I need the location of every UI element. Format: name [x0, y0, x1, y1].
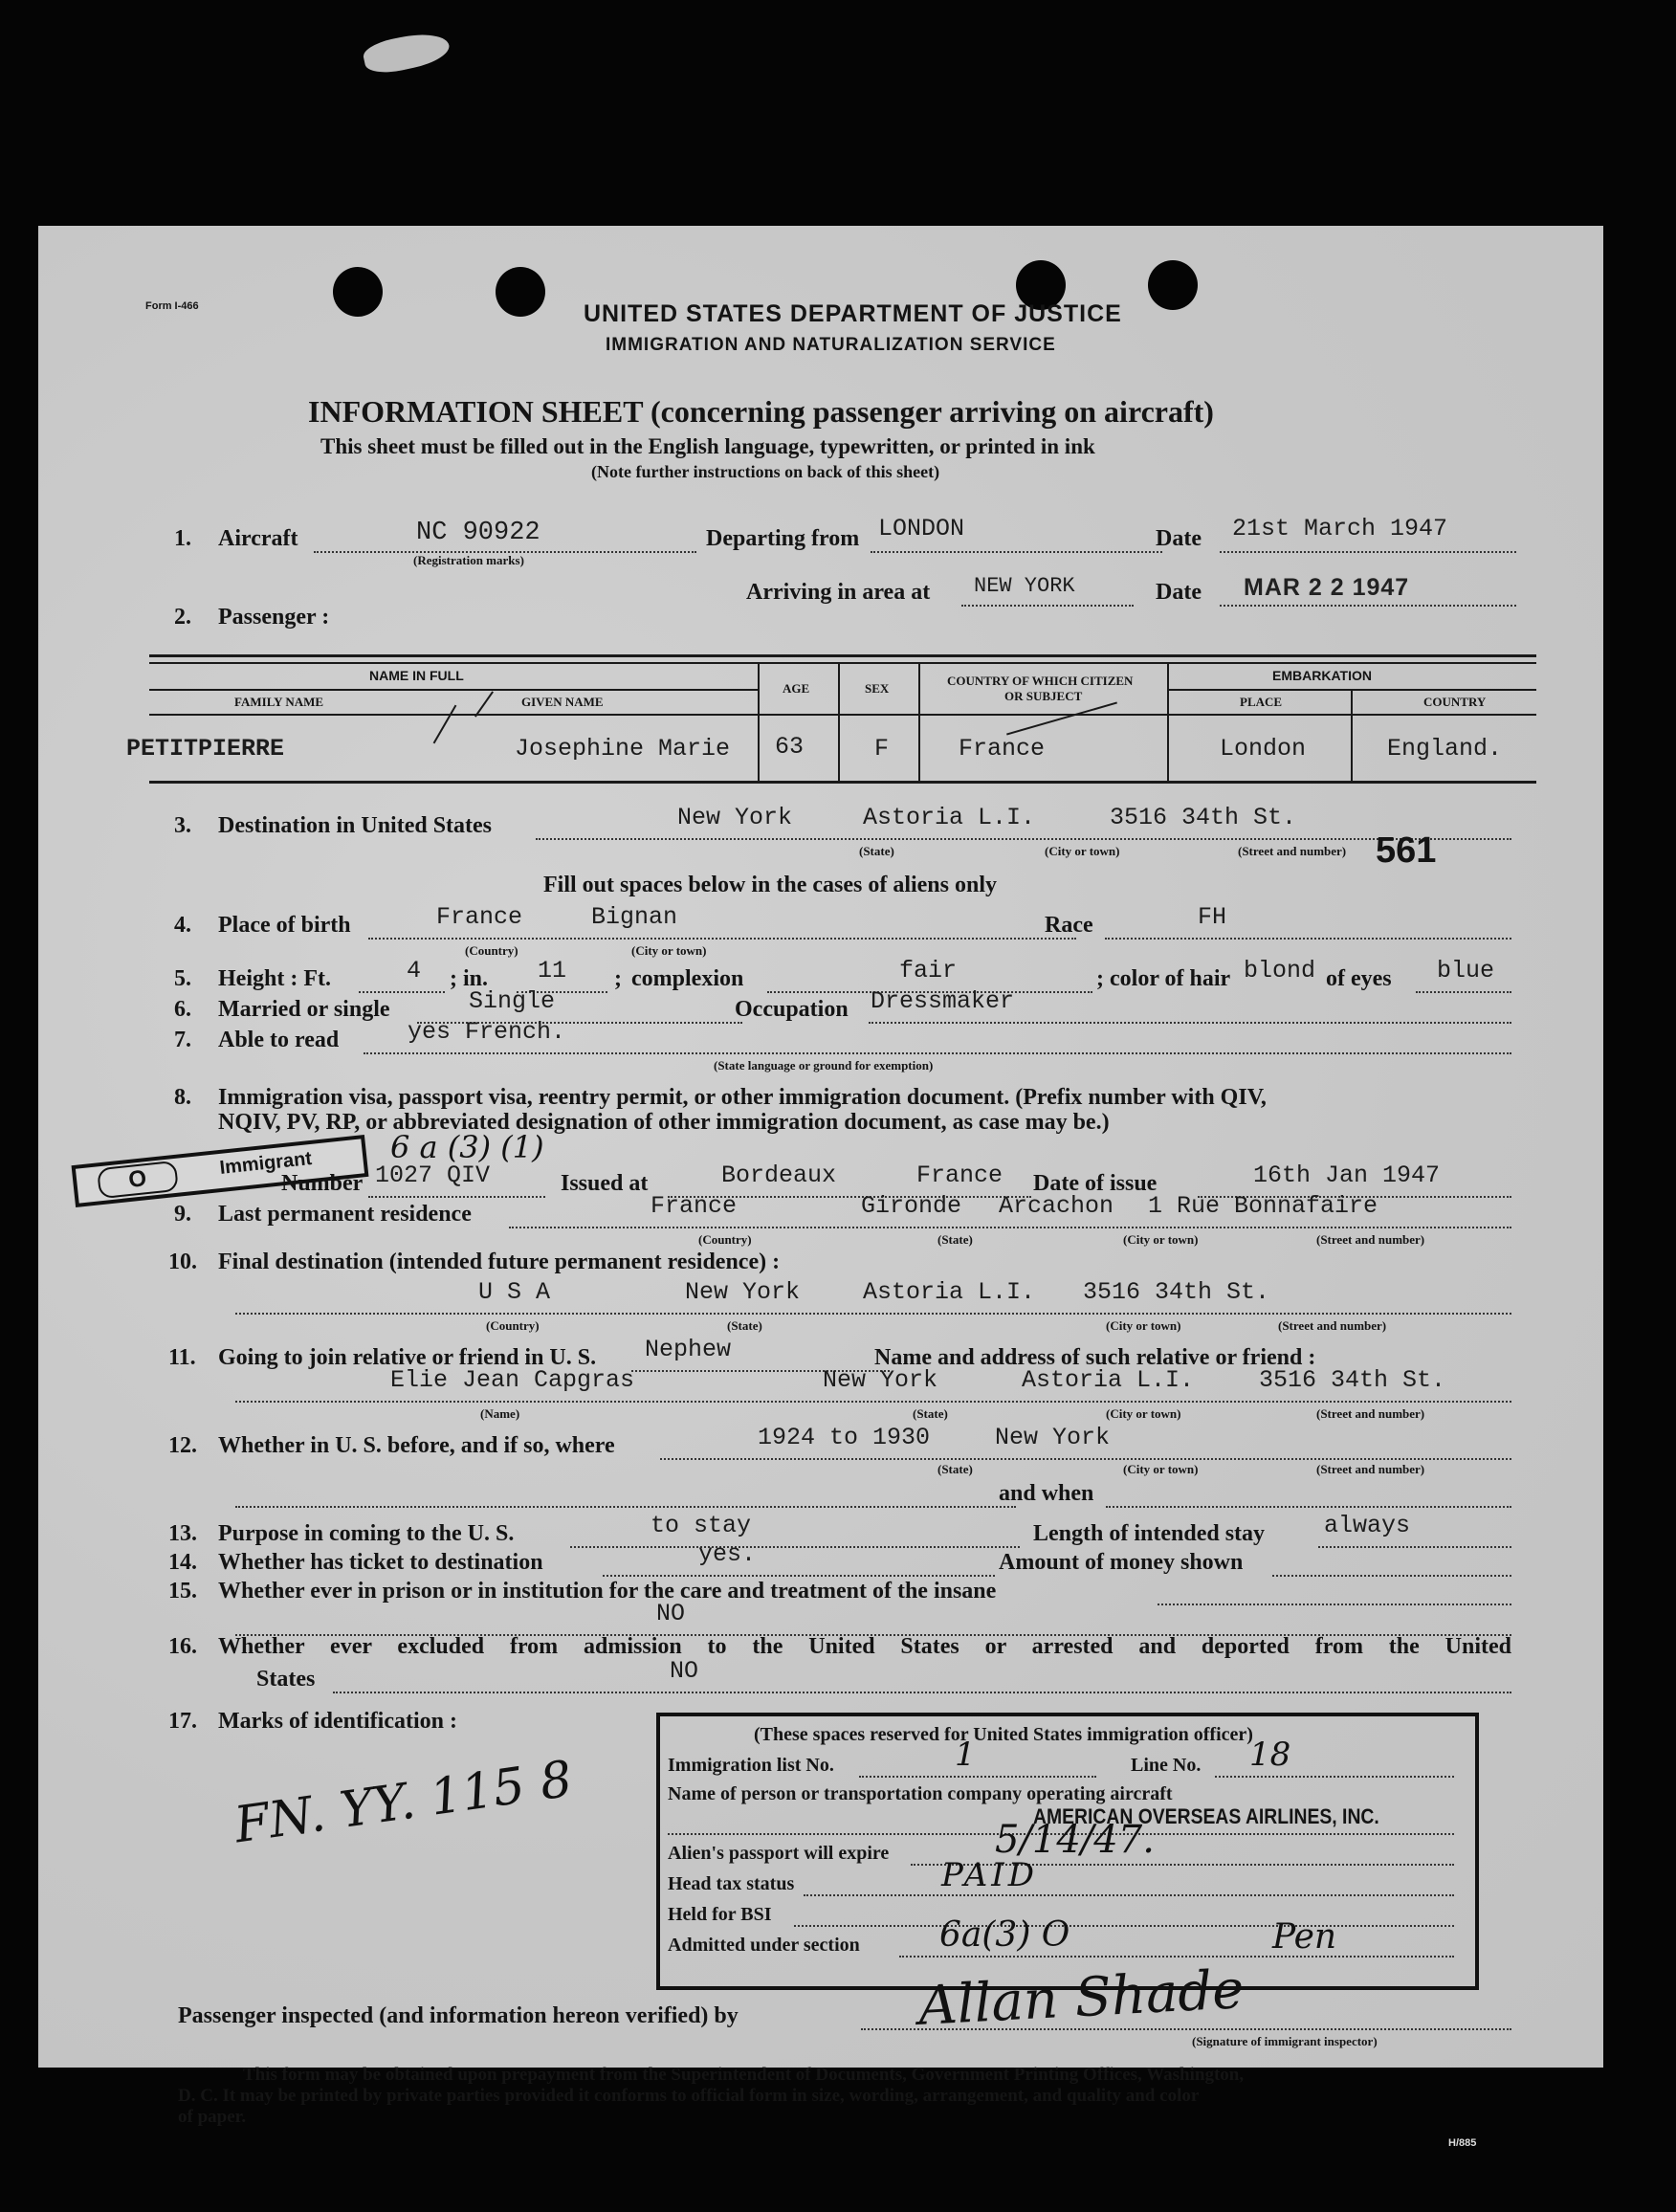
- department-heading: UNITED STATES DEPARTMENT OF JUSTICE: [584, 300, 1122, 327]
- item-number: 1.: [174, 526, 191, 551]
- date-label: Date: [1156, 580, 1202, 605]
- caption: (State): [913, 1406, 948, 1421]
- caption: (Registration marks): [413, 553, 524, 567]
- final-state-value: New York: [685, 1278, 801, 1306]
- scan-speck: [361, 28, 452, 77]
- caption: (State): [937, 1462, 973, 1476]
- column-header-sex: SEX: [865, 681, 890, 696]
- line-no-value: 18: [1249, 1736, 1291, 1774]
- column-header-family-name: FAMILY NAME: [234, 695, 324, 709]
- aircraft-label: Aircraft: [218, 526, 298, 551]
- line-no-label: Line No.: [1131, 1755, 1202, 1776]
- caption: (City or town): [1106, 1406, 1181, 1421]
- money-label: Amount of money shown: [999, 1550, 1244, 1575]
- age-value: 63: [775, 733, 805, 761]
- occupation-value: Dressmaker: [871, 987, 1015, 1015]
- relative-state-value: New York: [823, 1366, 938, 1394]
- residence-city-value: Arcachon: [999, 1192, 1114, 1220]
- hair-label: ; color of hair: [1096, 966, 1231, 991]
- issued-at-value: Bordeaux: [721, 1161, 837, 1189]
- hair-value: blond: [1244, 957, 1316, 984]
- issue-date-value: 16th Jan 1947: [1253, 1161, 1441, 1189]
- eyes-label: of eyes: [1326, 966, 1392, 991]
- caption: (City or town): [1123, 1462, 1199, 1476]
- caption: (Street and number): [1316, 1232, 1425, 1247]
- caption: (Name): [480, 1406, 520, 1421]
- column-header-age: AGE: [783, 681, 810, 696]
- citizenship-value: France: [959, 735, 1046, 763]
- passport-expire-label: Alien's passport will expire: [668, 1843, 890, 1864]
- operator-stamp: AMERICAN OVERSEAS AIRLINES, INC.: [1033, 1804, 1379, 1828]
- issued-at-label: Issued at: [561, 1171, 649, 1196]
- bsi-label: Held for BSI: [668, 1904, 772, 1925]
- file-number: 561: [1376, 830, 1437, 871]
- residence-country-value: France: [651, 1192, 738, 1220]
- visa-number-label: Number: [281, 1171, 364, 1196]
- item-number: 2.: [174, 605, 191, 630]
- item-number: 6.: [174, 997, 191, 1022]
- height-in-value: 11: [538, 957, 567, 984]
- family-name-value: PETITPIERRE: [126, 735, 285, 763]
- arrival-date-stamp: MAR 2 2 1947: [1244, 574, 1410, 601]
- caption: (City or town): [631, 943, 707, 958]
- passport-expire-value: 5/14/47.: [995, 1818, 1155, 1862]
- purpose-value: to stay: [651, 1512, 752, 1539]
- caption: (Country): [486, 1318, 540, 1333]
- item-number: 3.: [174, 813, 191, 838]
- height-label: Height : Ft.: [218, 966, 331, 991]
- visa-label: Immigration visa, passport visa, reentry permit, or other immigration document. (Prefix number with QIV,: [218, 1085, 1267, 1110]
- excluded-label: States: [256, 1667, 316, 1692]
- ticket-value: yes.: [698, 1540, 757, 1568]
- caption: (City or town): [1106, 1318, 1181, 1333]
- item-number: 7.: [174, 1028, 191, 1052]
- height-in-label: ; in.: [450, 966, 489, 991]
- caption: (State): [727, 1318, 762, 1333]
- admitted-note: Pen: [1272, 1917, 1337, 1957]
- excluded-value: NO: [670, 1657, 699, 1685]
- column-header-place: PLACE: [1240, 695, 1283, 709]
- eyes-value: blue: [1437, 957, 1495, 984]
- item-number: 12.: [168, 1433, 197, 1458]
- relationship-value: Nephew: [645, 1336, 732, 1363]
- footer-text: This form may be obtained upon prepayment from the Superintendent of Documents, Government Printing Offices, Washington,: [243, 2065, 1245, 2085]
- relative-name-value: Elie Jean Capgras: [390, 1366, 635, 1394]
- destination-street-value: 3516 34th St.: [1110, 804, 1297, 831]
- item-number: 13.: [168, 1521, 197, 1546]
- item-number: 4.: [174, 913, 191, 938]
- relative-name-label: Name and address of such relative or friend :: [874, 1345, 1316, 1370]
- column-header-country: COUNTRY: [1423, 695, 1487, 709]
- form-number: Form I-466: [145, 300, 199, 312]
- head-tax-label: Head tax status: [668, 1873, 795, 1894]
- and-when-label: and when: [999, 1481, 1094, 1506]
- inspected-by-label: Passenger inspected (and information hereon verified) by: [178, 2003, 739, 2028]
- marital-label: Married or single: [218, 997, 390, 1022]
- list-no-label: Immigration list No.: [668, 1755, 834, 1776]
- column-header-embarkation: EMBARKATION: [1272, 668, 1372, 683]
- head-tax-value: PAID: [941, 1856, 1038, 1894]
- prior-stay-label: Whether in U. S. before, and if so, where: [218, 1433, 615, 1458]
- service-heading: IMMIGRATION AND NATURALIZATION SERVICE: [606, 335, 1056, 355]
- race-value: FH: [1198, 903, 1227, 931]
- caption: (State): [859, 844, 894, 858]
- length-of-stay-value: always: [1324, 1512, 1411, 1539]
- admitted-value: 6a(3) O: [939, 1915, 1070, 1955]
- departing-label: Departing from: [706, 526, 860, 551]
- footer-text: D. C. It may be printed by private parties provided it conforms to official form in size, wording, arrangement, and quality and color: [178, 2086, 1200, 2106]
- given-name-value: Josephine Marie: [515, 735, 731, 763]
- occupation-label: Occupation: [735, 997, 849, 1022]
- footer-text: of paper.: [178, 2107, 247, 2127]
- sex-value: F: [874, 735, 890, 763]
- final-city-value: Astoria L.I.: [863, 1278, 1036, 1306]
- going-to-join-label: Going to join relative or friend in U. S.: [218, 1345, 597, 1370]
- last-residence-label: Last permanent residence: [218, 1202, 472, 1227]
- aliens-section-heading: Fill out spaces below in the cases of aliens only: [543, 873, 998, 897]
- birthplace-label: Place of birth: [218, 913, 351, 938]
- item-number: 8.: [174, 1085, 191, 1110]
- passenger-label: Passenger :: [218, 605, 330, 630]
- relative-street-value: 3516 34th St.: [1259, 1366, 1446, 1394]
- birth-country-value: France: [436, 903, 523, 931]
- prison-value: NO: [656, 1600, 686, 1627]
- list-no-value: 1: [955, 1736, 976, 1774]
- punch-hole: [333, 267, 383, 317]
- visa-number-value: 1027 QIV: [375, 1161, 491, 1189]
- date-label: Date: [1156, 526, 1202, 551]
- departure-date-value: 21st March 1947: [1232, 515, 1448, 542]
- instruction: This sheet must be filled out in the English language, typewritten, or printed in ink: [320, 434, 1095, 458]
- embark-place-value: London: [1220, 735, 1307, 763]
- caption: (State): [937, 1232, 973, 1247]
- separator: ;: [614, 966, 622, 991]
- form-code: H/885: [1448, 2137, 1477, 2149]
- race-label: Race: [1045, 913, 1093, 938]
- column-header-citizenship: OR SUBJECT: [1004, 689, 1083, 703]
- note: (Note further instructions on back of this sheet): [591, 462, 940, 481]
- purpose-label: Purpose in coming to the U. S.: [218, 1521, 515, 1546]
- caption: (Country): [465, 943, 518, 958]
- arriving-value: NEW YORK: [974, 574, 1075, 598]
- height-ft-value: 4: [407, 957, 422, 984]
- prison-label: Whether ever in prison or in institution for the care and treatment of the insane: [218, 1579, 997, 1604]
- marks-label: Marks of identification :: [218, 1709, 457, 1734]
- item-number: 16.: [168, 1634, 197, 1659]
- column-header-citizenship: COUNTRY OF WHICH CITIZEN: [947, 674, 1134, 688]
- item-number: 11.: [168, 1345, 196, 1370]
- item-number: 17.: [168, 1709, 197, 1734]
- ticket-label: Whether has ticket to destination: [218, 1550, 543, 1575]
- read-label: Able to read: [218, 1028, 340, 1052]
- column-header: NAME IN FULL: [369, 668, 464, 683]
- inspector-signature: Allan Shade: [916, 1958, 1246, 2038]
- final-street-value: 3516 34th St.: [1083, 1278, 1270, 1306]
- complexion-value: fair: [899, 957, 958, 984]
- immigrant-stamp: O Immigrant: [72, 1135, 369, 1207]
- destination-city-value: Astoria L.I.: [863, 804, 1036, 831]
- residence-state-value: Gironde: [861, 1192, 962, 1220]
- item-number: 14.: [168, 1550, 197, 1575]
- column-header-given-name: GIVEN NAME: [521, 695, 604, 709]
- item-number: 10.: [168, 1250, 197, 1274]
- final-destination-label: Final destination (intended future permanent residence) :: [218, 1250, 781, 1274]
- issue-date-label: Date of issue: [1033, 1171, 1158, 1196]
- residence-street-value: 1 Rue Bonnafaire: [1148, 1192, 1378, 1220]
- complexion-label: complexion: [631, 966, 744, 991]
- aircraft-value: NC 90922: [416, 519, 540, 547]
- arriving-label: Arriving in area at: [746, 580, 931, 605]
- prior-stay-value: 1924 to 1930: [758, 1424, 931, 1451]
- birth-city-value: Bignan: [591, 903, 678, 931]
- caption: (Signature of immigrant inspector): [1192, 2034, 1378, 2048]
- relative-city-value: Astoria L.I.: [1022, 1366, 1195, 1394]
- caption: (Street and number): [1316, 1462, 1425, 1476]
- handwritten-visa-class: 6 a (3) (1): [390, 1129, 544, 1165]
- handwritten-marks: FN. YY. 115 8: [231, 1750, 576, 1855]
- caption: (State language or ground for exemption): [714, 1058, 934, 1073]
- embark-country-value: England.: [1387, 735, 1503, 763]
- caption: (Street and number): [1238, 844, 1347, 858]
- item-number: 5.: [174, 966, 191, 991]
- page-title: INFORMATION SHEET (concerning passenger arriving on aircraft): [308, 394, 1214, 429]
- marital-value: Single: [469, 987, 556, 1015]
- caption: (Country): [698, 1232, 752, 1247]
- officer-section-title: (These spaces reserved for United States immigration officer): [754, 1724, 1253, 1745]
- caption: (Street and number): [1278, 1318, 1387, 1333]
- punch-hole: [1148, 260, 1198, 310]
- excluded-label: Whether ever excluded from admission to the United States or arrested and deported from the United: [218, 1634, 1511, 1659]
- punch-hole: [496, 267, 545, 317]
- caption: (City or town): [1045, 844, 1120, 858]
- read-value: yes French.: [408, 1018, 566, 1046]
- visa-label: NQIV, PV, RP, or abbreviated designation of other immigration document, as case may be.): [218, 1110, 1110, 1135]
- item-number: 15.: [168, 1579, 197, 1604]
- item-number: 9.: [174, 1202, 191, 1227]
- operator-label: Name of person or transportation company operating aircraft: [668, 1783, 1173, 1804]
- destination-label: Destination in United States: [218, 813, 493, 838]
- caption: (Street and number): [1316, 1406, 1425, 1421]
- issued-country-value: France: [916, 1161, 1003, 1189]
- caption: (City or town): [1123, 1232, 1199, 1247]
- destination-state-value: New York: [677, 804, 793, 831]
- information-sheet: [38, 226, 1603, 2127]
- final-country-value: U S A: [478, 1278, 551, 1306]
- departing-value: LONDON: [878, 515, 965, 542]
- prior-state-value: New York: [995, 1424, 1111, 1451]
- admitted-label: Admitted under section: [668, 1935, 860, 1956]
- length-of-stay-label: Length of intended stay: [1033, 1521, 1266, 1546]
